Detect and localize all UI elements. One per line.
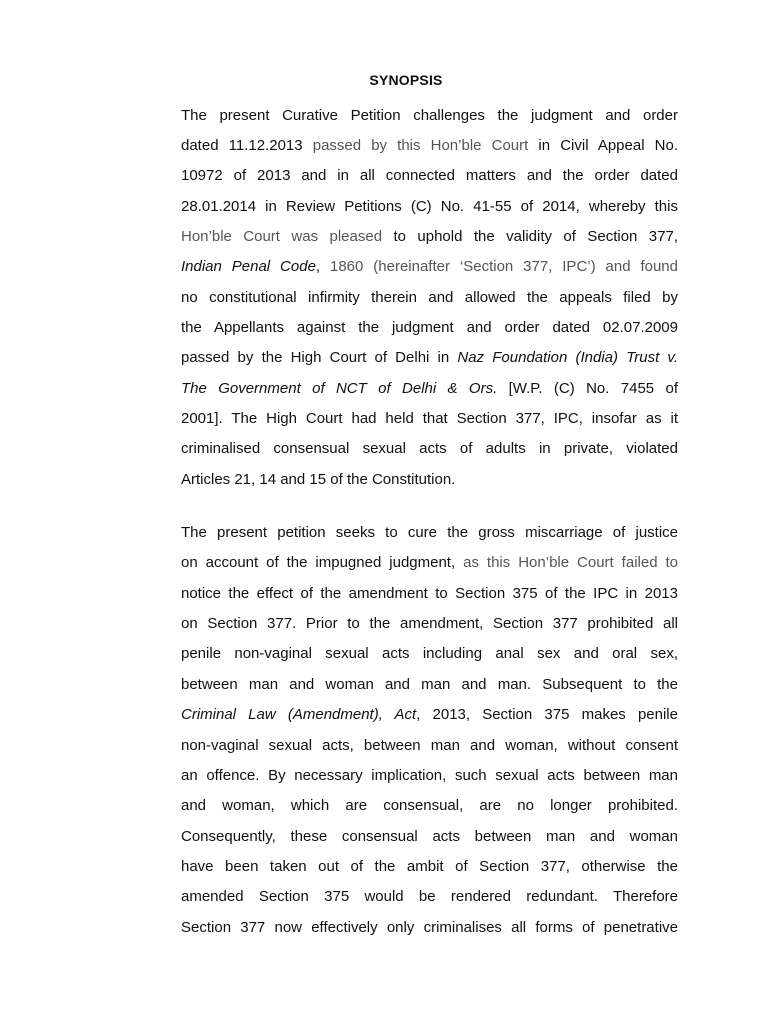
light-text: as this Hon’ble Court failed to [463, 554, 679, 571]
text-run: have been taken out of the ambit of Section 377, otherwise the [181, 858, 678, 875]
text-run: Section 377 now effectively only criminalises all forms of penetrative [181, 919, 678, 936]
text-run: Consequently, these consensual acts between man and woman [181, 828, 678, 845]
text-run: an offence. By necessary implication, such sexual acts between man [181, 767, 678, 784]
light-text: 1860 (hereinafter ‘Section 377, IPC’) and found [330, 258, 678, 275]
text-line [181, 524, 678, 542]
text-line [181, 107, 678, 125]
text-line [181, 615, 678, 633]
text-line [181, 828, 678, 846]
text-run: the Appellants against the judgment and order dated 02.07.2009 [181, 319, 678, 336]
text-run: amended Section 375 would be rendered redundant. Therefore [181, 888, 678, 905]
text-run: and woman, which are consensual, are no longer prohibited. [181, 797, 678, 814]
text-run: dated 11.12.2013 [181, 137, 313, 154]
light-text: passed by this Hon’ble Court [312, 137, 529, 154]
text-run: 2001]. The High Court had held that Section 377, IPC, insofar as it [181, 410, 678, 427]
text-run: in Civil Appeal No. [528, 137, 678, 154]
text-line [181, 645, 678, 663]
text-line [181, 258, 678, 276]
text-run: , [315, 258, 330, 275]
text-run: on Section 377. Prior to the amendment, Section 377 prohibited all [181, 615, 678, 632]
text-line [181, 228, 678, 246]
text-run: 10972 of 2013 and in all connected matters and the order dated [181, 167, 678, 184]
text-run: no constitutional infirmity therein and allowed the appeals filed by [181, 289, 678, 306]
text-line [181, 888, 678, 906]
text-line [181, 349, 678, 367]
text-run: The present Curative Petition challenges the judgment and order [181, 107, 678, 124]
italic-text: Naz Foundation (India) Trust v. [457, 349, 678, 366]
text-run: passed by the High Court of Delhi in [181, 349, 458, 366]
document-title: SYNOPSIS [369, 72, 443, 88]
text-run: between man and woman and man and man. Subsequent to the [181, 676, 678, 693]
text-run: [W.P. (C) No. 7455 of [497, 380, 679, 397]
text-run: penile non-vaginal sexual acts including anal sex and oral sex, [181, 645, 678, 662]
text-line [181, 380, 678, 398]
text-run: , 2013, Section 375 makes penile [416, 706, 678, 723]
text-line [181, 137, 678, 155]
text-line [181, 410, 678, 428]
text-line [181, 289, 678, 307]
text-line [181, 554, 678, 572]
text-line [181, 797, 678, 815]
text-line [181, 676, 678, 694]
light-text: Hon’ble Court was pleased [181, 228, 383, 245]
text-line [181, 706, 678, 724]
text-line [181, 198, 678, 216]
text-line [181, 167, 678, 185]
text-line [181, 767, 678, 785]
text-line [181, 585, 678, 603]
text-line [181, 440, 678, 458]
text-run: Articles 21, 14 and 15 of the Constitution. [181, 471, 456, 488]
text-run: The present petition seeks to cure the gross miscarriage of justice [181, 524, 678, 541]
text-line [181, 919, 678, 937]
text-run: criminalised consensual sexual acts of adults in private, violated [181, 440, 678, 457]
text-line [181, 319, 678, 337]
text-run: non-vaginal sexual acts, between man and woman, without consent [181, 737, 678, 754]
italic-text: Criminal Law (Amendment), Act [181, 706, 417, 723]
text-run: notice the effect of the amendment to Section 375 of the IPC in 2013 [181, 585, 678, 602]
text-line [181, 737, 678, 755]
italic-text: Indian Penal Code [181, 258, 316, 275]
text-run: 28.01.2014 in Review Petitions (C) No. 41-55 of 2014, whereby this [181, 198, 678, 215]
text-run: to uphold the validity of Section 377, [382, 228, 678, 245]
text-run: on account of the impugned judgment, [181, 554, 464, 571]
text-line [181, 471, 678, 489]
italic-text: The Government of NCT of Delhi & Ors. [181, 380, 498, 397]
text-line [181, 858, 678, 876]
